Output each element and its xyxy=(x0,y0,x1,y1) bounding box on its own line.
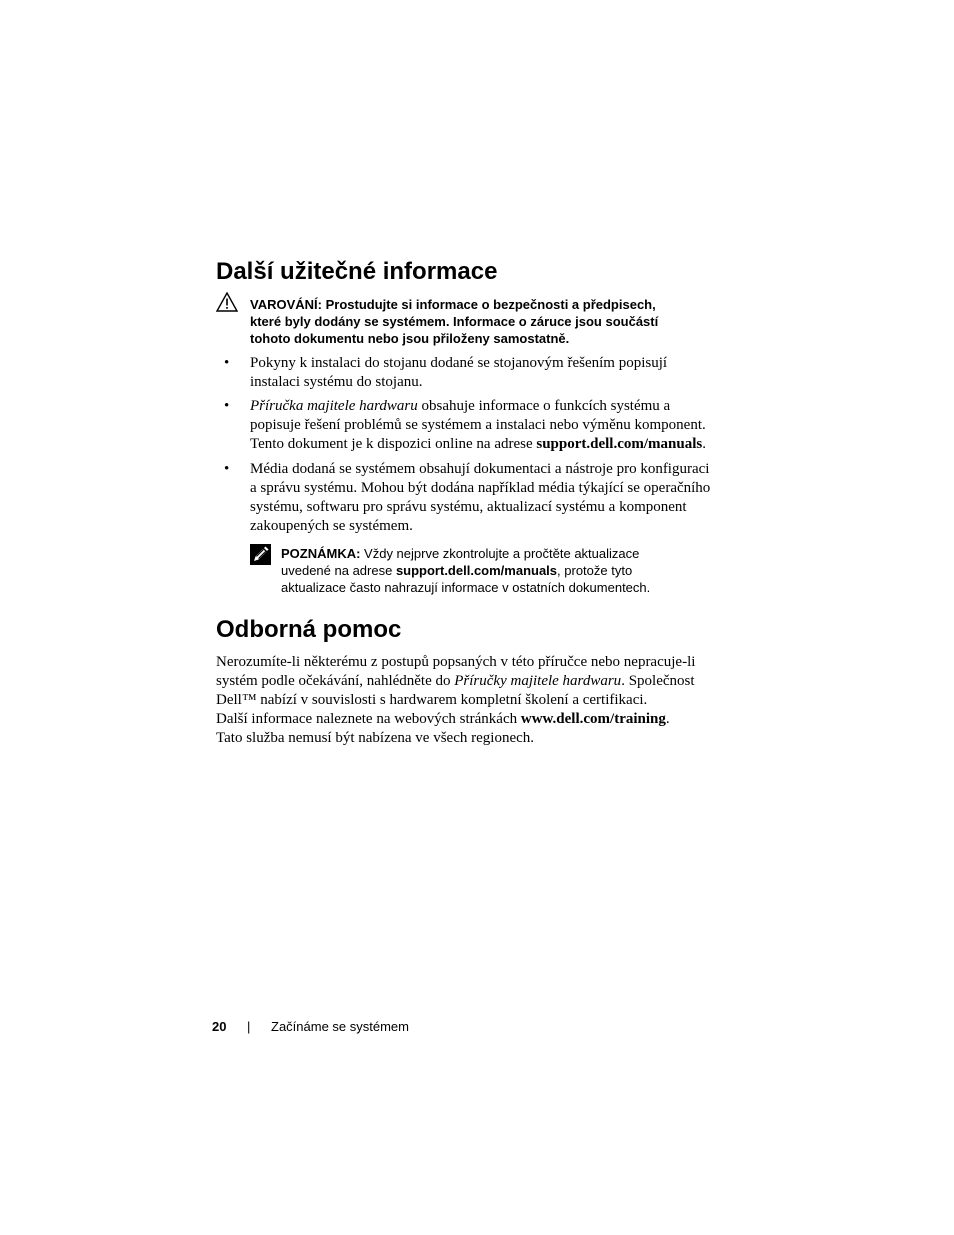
section-heading-expert-help: Odborná pomoc xyxy=(216,616,402,643)
note-pencil-icon xyxy=(250,544,271,565)
section-heading-further-info: Další užitečné informace xyxy=(216,258,498,285)
chapter-title: Začínáme se systémem xyxy=(271,1019,409,1034)
document-page: Další užitečné informace VAROVÁNÍ: Prostudujte si informace o bezpečnosti a předpisech, které byly dodány se systémem. Informace o záruce jsou součástí tohoto dokumentu nebo jsou přiloženy samostatně. • Pokyny k instalaci do stojanu dodané se stojanovým řešením popisují instalaci systému do stojanu. • Příručka majitele hardwaru obsahuje informace o funkcích systému a popisuje řešení problémů se systémem a instalaci nebo výměnu komponent. Tento dokument je k dispozici online na adrese support.dell.com/manuals. • Média dodaná se systémem obsahují dokumentaci a nástroje pro konfiguraci a správu systému. Mohou být dodána například média týkající se operačního systému, softwaru pro správu systému, aktualizací systému a komponent zakoupených se systémem. POZNÁMKA: Vždy nejprve zkontrolujte a pročtěte aktualizace uvedené na adrese support.dell.com/manuals, protože tyto aktualizace často nahrazují informace v ostatních dokumentech. Odborná pomoc Nerozumíte-li některému z postupů popsaných v této příručce nebo nepracuje-li systém podle očekávání, nahlédněte do Příručky majitele hardwaru. Společnost Dell™ nabízí v souvislosti s hardwarem kompletní školení a certifikaci. Další informace naleznete na webových stránkách www.dell.com/training. Tato služba nemusí být nabízena ve všech regionech. 20 | Začínáme se systémem xyxy=(0,0,954,1235)
bullet-marker: • xyxy=(224,461,230,477)
training-link[interactable]: www.dell.com/training xyxy=(520,711,666,727)
manual-title: Příručka majitele hardwaru xyxy=(250,398,418,414)
page-number: 20 xyxy=(212,1019,227,1034)
warning-label: VAROVÁNÍ: xyxy=(250,297,322,312)
bullet-marker: • xyxy=(224,355,230,371)
bullet-marker: • xyxy=(224,398,230,414)
manual-title: Příručky majitele hardwaru xyxy=(454,673,622,689)
note-label: POZNÁMKA: xyxy=(281,546,361,561)
warning-triangle-icon xyxy=(216,292,238,312)
support-manuals-link[interactable]: support.dell.com/manuals xyxy=(395,563,558,578)
expert-help-paragraph: Nerozumíte-li některému z postupů popsaných v této příručce nebo nepracuje-li systém podle očekávání, nahlédněte do Příručky majitele hardwaru. Společnost Dell™ nabízí v souvislosti s hardwarem kompletní školení a certifikaci. Další informace naleznete na webových stránkách www.dell.com/training. Tato služba nemusí být nabízena ve všech regionech. xyxy=(216,654,696,746)
support-manuals-link[interactable]: support.dell.com/manuals xyxy=(536,436,703,452)
warning-text: VAROVÁNÍ: Prostudujte si informace o bezpečnosti a předpisech, které byly dodány se systémem. Informace o záruce jsou součástí tohoto dokumentu nebo jsou přiloženy samostatně. xyxy=(250,297,659,346)
footer-separator: | xyxy=(247,1019,251,1034)
note-text: POZNÁMKA: Vždy nejprve zkontrolujte a pročtěte aktualizace uvedené na adrese support.dell.com/manuals, protože tyto aktualizace často nahrazují informace v ostatních dokumentech. xyxy=(281,546,651,595)
